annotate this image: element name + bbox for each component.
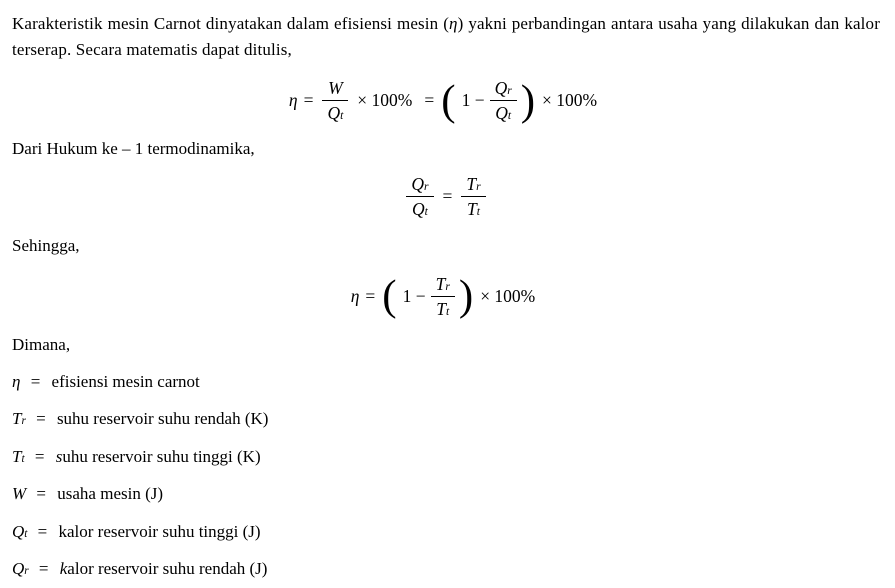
fraction-numerator-qr: [406, 174, 433, 197]
intro-paragraph: [12, 11, 880, 63]
subscript-r: r: [21, 415, 26, 428]
subscript-r: r: [24, 565, 29, 578]
definition-text: suhu reservoir suhu tinggi (K): [55, 446, 261, 466]
fraction-numerator-tr: [461, 174, 485, 197]
equals-sign: =: [30, 371, 41, 391]
definition-text: suhu reservoir suhu rendah (K): [56, 409, 269, 429]
ratio-equation-body: [403, 174, 488, 219]
intro-text-before-eta: Karakteristik mesin Carnot dinyatakan dalam efisiensi mesin (: [12, 14, 450, 33]
definition-text: efisiensi mesin carnot: [51, 371, 200, 391]
subscript-t: t: [24, 527, 28, 540]
definitions-list: [12, 370, 880, 582]
fraction-denominator-tt: [461, 197, 485, 219]
subscript-t: t: [21, 452, 25, 465]
carnot-efficiency-equation: [12, 271, 880, 320]
subscript-r: r: [445, 280, 450, 293]
fraction-denominator-qt: [322, 101, 348, 123]
q-symbol: Q: [495, 103, 508, 124]
subscript-r: r: [424, 181, 429, 194]
definition-w: [12, 482, 880, 506]
eta-symbol: η: [350, 285, 360, 306]
eta-symbol-inline: η: [449, 14, 458, 33]
fraction-denominator-qt: [406, 197, 433, 219]
subscript-r: r: [476, 181, 481, 194]
times-100-percent-2: × 100%: [542, 90, 598, 111]
equals-sign: =: [365, 285, 376, 306]
one-minus: 1 −: [461, 90, 485, 111]
q-symbol: Q: [327, 103, 341, 124]
equals-sign-2: =: [424, 90, 435, 111]
fraction-denominator-tt: [431, 297, 455, 319]
definition-eta: [12, 370, 880, 394]
efficiency-equation-body: η = $\frac{W}{Qt}$ × 100% = ( 1 − $\frac{Qr}{Qt}$ ) × 100%: [288, 76, 598, 125]
fraction-tr-tt: [461, 174, 485, 219]
equals-sign: =: [36, 409, 46, 429]
q-symbol: Q: [494, 78, 508, 98]
tr-symbol: Tr: [12, 409, 26, 429]
subscript-r: r: [507, 85, 512, 97]
t-symbol: T: [436, 298, 446, 319]
fraction-qr-qt: [490, 78, 517, 123]
fraction-numerator-w: W: [322, 78, 348, 101]
subscript-t: t: [476, 206, 480, 219]
q-symbol: Q: [412, 199, 425, 220]
heat-temperature-ratio-equation: [12, 174, 880, 219]
sehingga-line: Sehingga,: [12, 235, 80, 255]
equals-sign: =: [442, 186, 453, 207]
t-symbol: T: [466, 174, 477, 195]
efficiency-equation: [12, 78, 880, 123]
tt-symbol: Tt: [12, 446, 25, 466]
qr-symbol: Qr: [12, 559, 29, 579]
definition-tr: [12, 407, 880, 431]
fraction-tr-tt: [431, 274, 455, 319]
fraction-qr-qt: [406, 174, 433, 219]
definition-text: usaha mesin (J): [57, 484, 164, 504]
w-symbol: W: [12, 484, 27, 504]
subscript-t: t: [446, 305, 450, 318]
times-100-percent: × 100%: [480, 285, 536, 306]
equals-sign: =: [303, 90, 314, 111]
equals-sign: =: [36, 484, 47, 504]
equals-sign: =: [34, 446, 45, 466]
t-symbol: T: [435, 273, 446, 294]
definition-text: kalor reservoir suhu tinggi (J): [58, 521, 261, 541]
eta-symbol: η: [288, 90, 298, 111]
definition-qr: [12, 557, 880, 581]
intro-text-after-eta: ) yakni perbandingan antara usaha yang dilakukan dan kalor terserap. Secara matematis dapat ditulis,: [12, 14, 881, 59]
carnot-efficiency-equation-body: η = ( 1 − $\frac{Tr}{Tt}$ ) × 100%: [350, 271, 536, 320]
definition-lead: k: [59, 559, 68, 579]
subscript-t: t: [424, 206, 428, 219]
dimana-line: Dimana,: [12, 334, 71, 354]
definition-qt: [12, 520, 880, 544]
q-symbol: Q: [411, 174, 425, 195]
t-symbol: T: [467, 199, 477, 220]
subscript-t: t: [340, 110, 344, 123]
definition-tt: [12, 445, 880, 469]
equals-sign: =: [37, 521, 48, 541]
fraction-w-qt: [322, 78, 348, 123]
one-minus: 1 −: [402, 285, 426, 306]
subscript-t: t: [507, 110, 512, 123]
eta-symbol: η: [12, 371, 21, 391]
fraction-numerator-tr: [431, 274, 455, 297]
fraction-denominator-qt: [490, 101, 517, 123]
definition-lead: s: [55, 446, 63, 466]
fraction-numerator-qr: [490, 78, 517, 101]
first-law-line: Dari Hukum ke – 1 termodinamika,: [12, 139, 255, 159]
times-100-percent: × 100%: [357, 90, 413, 111]
equals-sign: =: [38, 559, 49, 579]
qt-symbol: Qt: [12, 521, 28, 541]
definition-text: kalor reservoir suhu rendah (J): [59, 559, 268, 579]
